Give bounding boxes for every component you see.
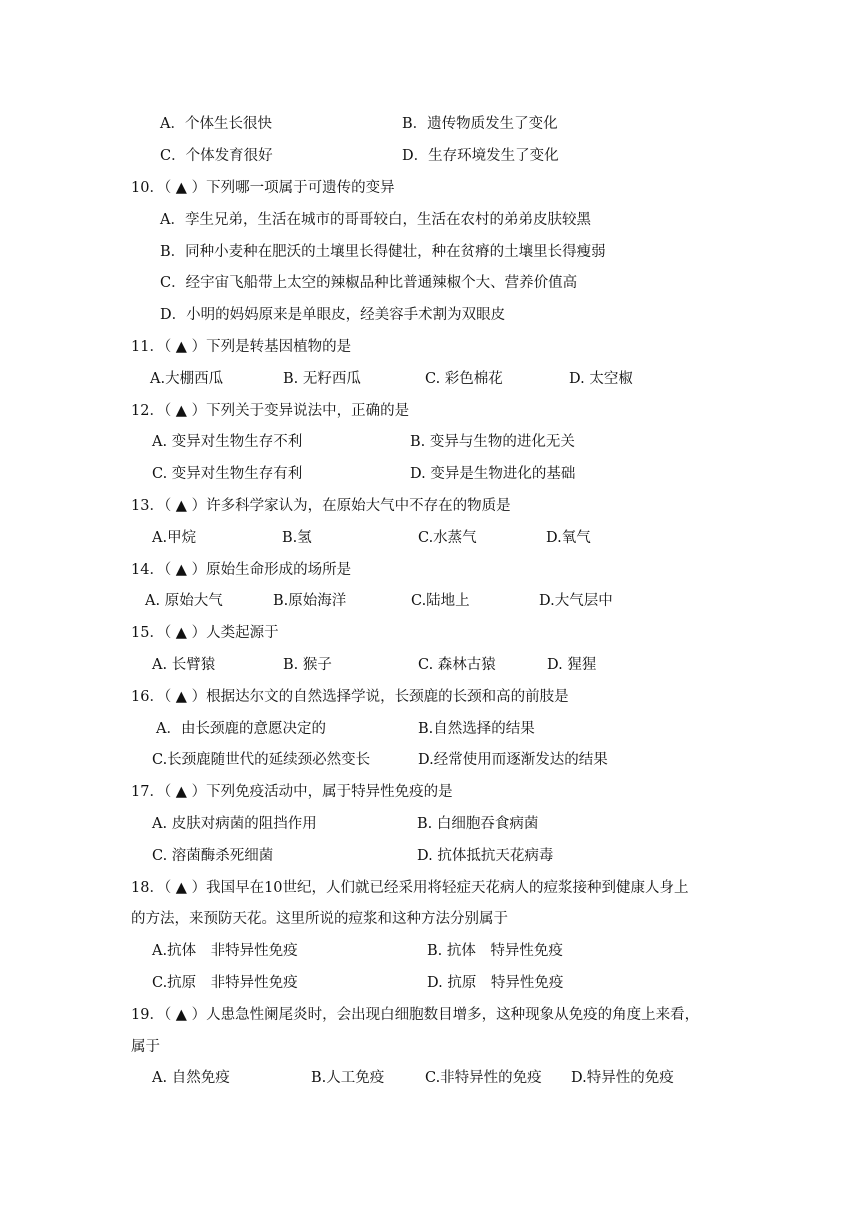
q18-stem-continued: 的方法，来预防天花。这里所说的痘浆和这种方法分别属于 xyxy=(131,911,508,927)
q16-option-d: D.经常使用而逐渐发达的结果 xyxy=(418,752,608,768)
q19-stem: 19．（ ▲ ）人患急性阑尾炎时，会出现白细胞数目增多，这种现象从免疫的角度上来看， xyxy=(131,1007,700,1023)
q19-option-c: C.非特异性的免疫 xyxy=(425,1070,542,1086)
q12-option-c: C. 变异对生物生存有利 xyxy=(152,466,303,482)
q12-option-a: A. 变异对生物生存不利 xyxy=(152,434,303,450)
q13-option-d: D.氧气 xyxy=(546,530,591,546)
q16-option-c: C.长颈鹿随世代的延续颈必然变长 xyxy=(152,752,371,768)
q12-stem: 12．（ ▲ ）下列关于变异说法中，正确的是 xyxy=(131,403,410,419)
q17-option-c: C. 溶菌酶杀死细菌 xyxy=(152,848,274,864)
q17-stem: 17．（ ▲ ）下列免疫活动中，属于特异性免疫的是 xyxy=(131,784,453,800)
q11-option-a: A.大棚西瓜 xyxy=(150,371,224,387)
q14-option-d: D.大气层中 xyxy=(539,593,613,609)
q13-option-c: C.水蒸气 xyxy=(418,530,477,546)
q12-option-b: B. 变异与生物的进化无关 xyxy=(410,434,575,450)
q18-option-d: D. 抗原 特异性免疫 xyxy=(427,975,564,991)
q18-stem: 18．（ ▲ ）我国早在10世纪，人们就已经采用将轻症天花病人的痘浆接种到健康人身上 xyxy=(131,880,689,896)
q16-option-b: B.自然选择的结果 xyxy=(418,721,535,737)
q11-stem: 11．（ ▲ ）下列是转基因植物的是 xyxy=(131,339,352,355)
q10-option-c: C．经宇宙飞船带上太空的辣椒品种比普通辣椒个大、营养价值高 xyxy=(160,275,578,291)
q18-option-a: A.抗体 非特异性免疫 xyxy=(152,943,298,959)
q15-option-a: A. 长臂猿 xyxy=(152,657,216,673)
q11-option-d: D. 太空椒 xyxy=(569,371,633,387)
q14-option-c: C.陆地上 xyxy=(411,593,470,609)
q15-stem: 15．（ ▲ ）人类起源于 xyxy=(131,625,279,641)
q18-option-c: C.抗原 非特异性免疫 xyxy=(152,975,298,991)
q14-option-a: A. 原始大气 xyxy=(145,593,223,609)
q16-stem: 16．（ ▲ ）根据达尔文的自然选择学说，长颈鹿的长颈和高的前肢是 xyxy=(131,689,569,705)
q17-option-d: D. 抗体抵抗天花病毒 xyxy=(417,848,554,864)
q10-option-a: A．孪生兄弟，生活在城市的哥哥较白，生活在农村的弟弟皮肤较黑 xyxy=(160,212,591,228)
q17-option-a: A. 皮肤对病菌的阻挡作用 xyxy=(152,816,317,832)
q9-option-a: A．个体生长很快 xyxy=(160,116,272,132)
q13-option-b: B.氢 xyxy=(282,530,312,546)
q15-option-b: B. 猴子 xyxy=(283,657,332,673)
q19-option-b: B.人工免疫 xyxy=(311,1070,385,1086)
q12-option-d: D. 变异是生物进化的基础 xyxy=(410,466,576,482)
q16-option-a: A．由长颈鹿的意愿决定的 xyxy=(156,721,326,737)
q10-stem: 10．（ ▲ ）下列哪一项属于可遗传的变异 xyxy=(131,180,395,196)
q13-stem: 13．（ ▲ ）许多科学家认为，在原始大气中不存在的物质是 xyxy=(131,498,511,514)
q15-option-d: D. 猩猩 xyxy=(547,657,597,673)
q11-option-b: B. 无籽西瓜 xyxy=(283,371,361,387)
q13-option-a: A.甲烷 xyxy=(152,530,197,546)
q9-option-b: B．遗传物质发生了变化 xyxy=(402,116,558,132)
q10-option-b: B．同种小麦种在肥沃的土壤里长得健壮，种在贫瘠的土壤里长得瘦弱 xyxy=(160,244,606,260)
q9-option-d: D．生存环境发生了变化 xyxy=(402,148,559,164)
q14-option-b: B.原始海洋 xyxy=(273,593,347,609)
q11-option-c: C. 彩色棉花 xyxy=(425,371,503,387)
q14-stem: 14．（ ▲ ）原始生命形成的场所是 xyxy=(131,562,352,578)
q19-stem-continued: 属于 xyxy=(131,1039,160,1055)
q15-option-c: C. 森林古猿 xyxy=(418,657,496,673)
q9-option-c: C．个体发育很好 xyxy=(160,148,273,164)
q10-option-d: D．小明的妈妈原来是单眼皮，经美容手术割为双眼皮 xyxy=(160,307,506,323)
q18-option-b: B. 抗体 特异性免疫 xyxy=(427,943,563,959)
q17-option-b: B. 白细胞吞食病菌 xyxy=(417,816,539,832)
q19-option-a: A. 自然免疫 xyxy=(152,1070,230,1086)
q19-option-d: D.特异性的免疫 xyxy=(571,1070,674,1086)
